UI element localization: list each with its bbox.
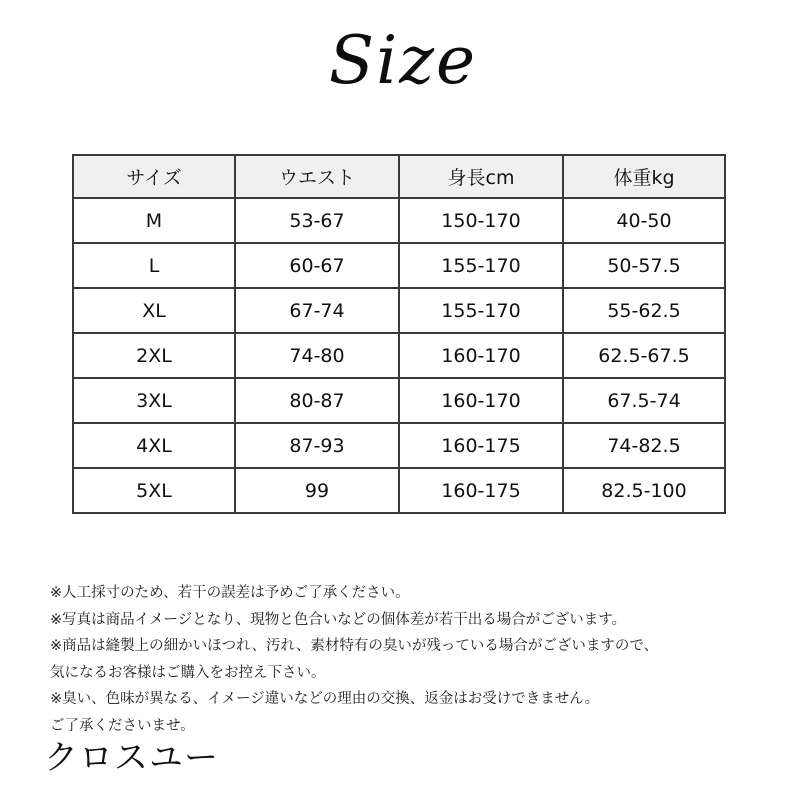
cell-weight: 67.5-74 [563,378,725,423]
header-size: サイズ [73,155,235,198]
cell-waist: 74-80 [235,333,399,378]
notes-section [50,580,790,739]
note-line: ご了承くださいませ。 [50,717,195,734]
header-weight: 体重kg [563,155,725,198]
cell-size: 5XL [73,468,235,513]
cell-weight: 55-62.5 [563,288,725,333]
size-table-header-row [73,155,725,198]
cell-size: 2XL [73,333,235,378]
cell-waist: 99 [235,468,399,513]
brand-name: クロスユー [44,738,219,778]
cell-waist: 80-87 [235,378,399,423]
cell-waist: 60-67 [235,243,399,288]
cell-weight: 74-82.5 [563,423,725,468]
cell-size: M [73,198,235,243]
cell-height: 160-170 [399,378,563,423]
cell-height: 160-175 [399,468,563,513]
header-waist: ウエスト [235,155,399,198]
table-row [73,378,725,423]
cell-height: 160-175 [399,423,563,468]
cell-height: 160-170 [399,333,563,378]
header-height: 身長cm [399,155,563,198]
note-line: 気になるお客様はご購入をお控え下さい。 [50,664,326,681]
table-row [73,243,725,288]
note-line: ※人工採寸のため、若干の誤差は予めご了承ください。 [50,585,410,601]
cell-size: L [73,243,235,288]
table-row [73,468,725,513]
cell-height: 150-170 [399,198,563,243]
cell-waist: 67-74 [235,288,399,333]
cell-weight: 82.5-100 [563,468,725,513]
cell-waist: 87-93 [235,423,399,468]
cell-size: 3XL [73,378,235,423]
cell-waist: 53-67 [235,198,399,243]
size-table [72,154,726,514]
cell-weight: 50-57.5 [563,243,725,288]
page-title: Size [328,22,478,99]
table-row [73,198,725,243]
table-row [73,288,725,333]
note-line: ※写真は商品イメージとなり、現物と色合いなどの個体差が若干出る場合がございます。 [50,611,627,628]
table-row [73,423,725,468]
cell-height: 155-170 [399,243,563,288]
note-line: ※臭い、色味が異なる、イメージ違いなどの理由の交換、返金はお受けできません。 [50,691,600,707]
note-line: ※商品は縫製上の細かいほつれ、汚れ、素材特有の臭いが残っている場合がございますので、 [50,638,659,654]
cell-height: 155-170 [399,288,563,333]
cell-weight: 40-50 [563,198,725,243]
table-row [73,333,725,378]
cell-size: XL [73,288,235,333]
cell-size: 4XL [73,423,235,468]
cell-weight: 62.5-67.5 [563,333,725,378]
